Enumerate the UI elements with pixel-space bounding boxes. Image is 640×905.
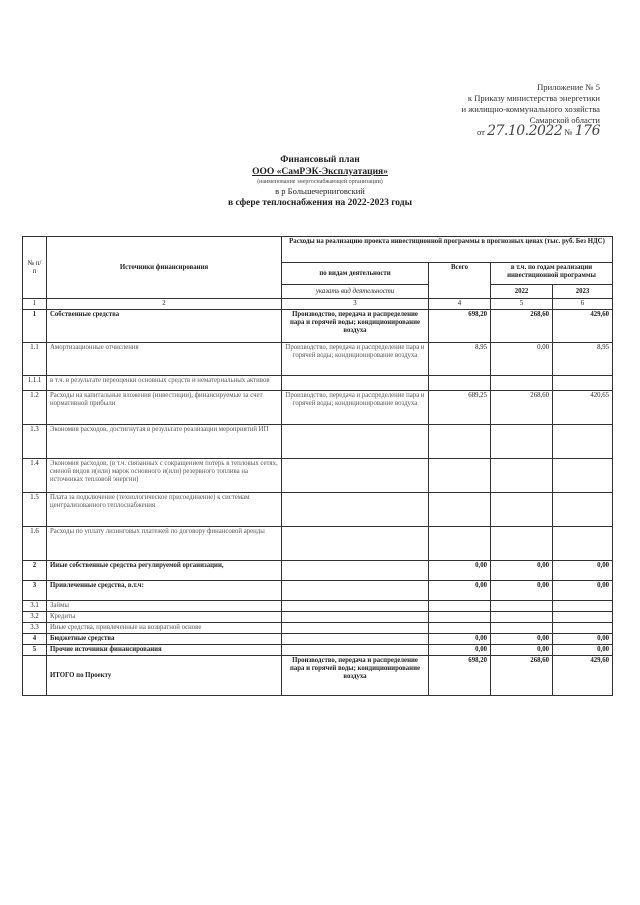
row-source-name: Иные собственные средства регулируемой организации, bbox=[47, 561, 282, 581]
column-number: 6 bbox=[553, 299, 613, 310]
header-year-2022: 2022 bbox=[491, 285, 553, 299]
row-year-2023: 0,00 bbox=[553, 645, 613, 656]
appendix-line-1: Приложение № 5 bbox=[537, 82, 600, 92]
header-activity-hint: указать вид деятельности bbox=[282, 285, 429, 299]
table-row bbox=[23, 391, 613, 425]
table-row bbox=[23, 376, 613, 391]
location-line: в р Большечерниговский bbox=[275, 186, 365, 196]
column-number-row bbox=[23, 299, 613, 310]
row-total: 0,00 bbox=[429, 634, 491, 645]
table-row bbox=[23, 656, 613, 696]
table-row bbox=[23, 493, 613, 527]
table-row bbox=[23, 459, 613, 493]
row-year-2022 bbox=[491, 376, 553, 391]
header-activity: по видам деятельности bbox=[282, 263, 429, 285]
row-year-2022 bbox=[491, 601, 553, 612]
row-source-name: Расходы по уплату лизинговых платежей по договору финансовой аренды bbox=[47, 527, 282, 561]
row-total bbox=[429, 459, 491, 493]
row-year-2022 bbox=[491, 425, 553, 459]
table-body bbox=[23, 310, 613, 696]
row-activity bbox=[282, 376, 429, 391]
table-row bbox=[23, 601, 613, 612]
row-source-name: ИТОГО по Проекту bbox=[47, 656, 282, 696]
row-number: 4 bbox=[23, 634, 47, 645]
column-number: 2 bbox=[47, 299, 282, 310]
row-total bbox=[429, 425, 491, 459]
row-number: 1.1.1 bbox=[23, 376, 47, 391]
number-signature: 176 bbox=[574, 123, 600, 139]
appendix-from-label: от bbox=[476, 127, 485, 137]
appendix-line-2: к Приказу министерства энергетики bbox=[467, 93, 600, 103]
row-activity bbox=[282, 527, 429, 561]
row-activity bbox=[282, 581, 429, 601]
row-year-2022 bbox=[491, 612, 553, 623]
row-year-2023: 429,60 bbox=[553, 310, 613, 343]
row-year-2022 bbox=[491, 527, 553, 561]
row-number: 3.3 bbox=[23, 623, 47, 634]
row-activity bbox=[282, 493, 429, 527]
document-header bbox=[0, 154, 640, 210]
row-source-name: Амортизационные отчисления bbox=[47, 343, 282, 376]
header-total: Всего bbox=[429, 263, 491, 299]
row-source-name: Иные средства, привлеченные на возвратной основе bbox=[47, 623, 282, 634]
row-year-2022: 0,00 bbox=[491, 634, 553, 645]
row-year-2023: 0,00 bbox=[553, 561, 613, 581]
row-year-2022 bbox=[491, 493, 553, 527]
row-year-2023 bbox=[553, 612, 613, 623]
column-number: 1 bbox=[23, 299, 47, 310]
table-row bbox=[23, 561, 613, 581]
row-year-2022: 0,00 bbox=[491, 561, 553, 581]
row-year-2022: 268,60 bbox=[491, 391, 553, 425]
row-year-2022: 268,60 bbox=[491, 656, 553, 696]
row-source-name: Экономия расходов, достигнутая в результате реализации мероприятий ИП bbox=[47, 425, 282, 459]
row-year-2023: 0,00 bbox=[553, 581, 613, 601]
row-activity bbox=[282, 561, 429, 581]
table-row bbox=[23, 623, 613, 634]
header-expenses: Расходы на реализацию проекта инвестиционной программы в прогнозных ценах (тыс. руб. Без НДС) bbox=[282, 237, 613, 263]
header-by-year: в т.ч. по годам реализации инвестиционной программы bbox=[491, 263, 613, 285]
row-total: 0,00 bbox=[429, 645, 491, 656]
row-year-2023: 429,60 bbox=[553, 656, 613, 696]
row-activity bbox=[282, 645, 429, 656]
row-total bbox=[429, 493, 491, 527]
row-number: 1.5 bbox=[23, 493, 47, 527]
table-row bbox=[23, 343, 613, 376]
row-total bbox=[429, 601, 491, 612]
document-title: Финансовый план bbox=[280, 155, 360, 165]
row-number: 1.2 bbox=[23, 391, 47, 425]
row-number: 1.4 bbox=[23, 459, 47, 493]
row-year-2023 bbox=[553, 459, 613, 493]
row-year-2023: 420,65 bbox=[553, 391, 613, 425]
row-source-name: Расходы на капитальные вложения (инвестиции), финансируемые за счет нормативной прибыли bbox=[47, 391, 282, 425]
row-year-2022 bbox=[491, 459, 553, 493]
row-source-name: Кредиты bbox=[47, 612, 282, 623]
row-year-2022 bbox=[491, 623, 553, 634]
date-signature: 27.10.2022 bbox=[487, 123, 563, 139]
header-num: № п/п bbox=[23, 237, 47, 299]
row-activity: Производство, передача и распределение пара и горячей воды; кондиционирование воздуха bbox=[282, 391, 429, 425]
organization-name: ООО «СамРЭК-Эксплуатация» bbox=[252, 167, 388, 177]
table-row bbox=[23, 527, 613, 561]
row-year-2022: 0,00 bbox=[491, 645, 553, 656]
table-row bbox=[23, 425, 613, 459]
row-total: 8,95 bbox=[429, 343, 491, 376]
appendix-line-3: и жилищно-коммунального хозяйства bbox=[461, 104, 600, 114]
row-total: 0,00 bbox=[429, 581, 491, 601]
row-total: 689,25 bbox=[429, 391, 491, 425]
row-year-2023: 0,00 bbox=[553, 634, 613, 645]
row-number bbox=[23, 656, 47, 696]
row-number: 5 bbox=[23, 645, 47, 656]
row-number: 1 bbox=[23, 310, 47, 343]
row-total: 698,20 bbox=[429, 656, 491, 696]
row-number: 2 bbox=[23, 561, 47, 581]
column-number: 5 bbox=[491, 299, 553, 310]
row-activity bbox=[282, 425, 429, 459]
row-total bbox=[429, 612, 491, 623]
row-source-name: Привлеченные средства, в.т.ч: bbox=[47, 581, 282, 601]
row-source-name: Займы bbox=[47, 601, 282, 612]
row-number: 1.1 bbox=[23, 343, 47, 376]
table-row bbox=[23, 645, 613, 656]
number-label: № bbox=[564, 127, 573, 137]
row-year-2022: 0,00 bbox=[491, 343, 553, 376]
row-total: 0,00 bbox=[429, 561, 491, 581]
appendix-line-5 bbox=[462, 123, 600, 139]
row-number: 1.3 bbox=[23, 425, 47, 459]
document-subtitle: в сфере теплоснабжения на 2022-2023 годы bbox=[227, 198, 412, 208]
row-activity: Производство, передача и распределение пара и горячей воды; кондиционирование воздуха bbox=[282, 656, 429, 696]
row-activity: Производство, передача и распределение пара и горячей воды; кондиционирование воздуха bbox=[282, 343, 429, 376]
row-activity bbox=[282, 459, 429, 493]
row-year-2023: 8,95 bbox=[553, 343, 613, 376]
row-activity bbox=[282, 612, 429, 623]
row-year-2023 bbox=[553, 493, 613, 527]
row-total bbox=[429, 623, 491, 634]
row-year-2022: 268,60 bbox=[491, 310, 553, 343]
row-activity bbox=[282, 634, 429, 645]
appendix-block bbox=[462, 82, 600, 138]
header-source: Источники финансирования bbox=[47, 237, 282, 299]
appendix-line-4: Самарской области bbox=[529, 115, 600, 125]
organization-note: (наименование энергоснабжающей организации) bbox=[257, 179, 383, 185]
row-year-2023 bbox=[553, 601, 613, 612]
row-year-2023 bbox=[553, 623, 613, 634]
financial-plan-table bbox=[22, 236, 613, 696]
row-source-name: в т.ч. в результате переоценки основных средств и нематериальных активов bbox=[47, 376, 282, 391]
row-activity: Производство, передача и распределение пара и горячей воды; кондиционирование воздуха bbox=[282, 310, 429, 343]
row-source-name: Плата за подключение (технологическое присоединение) к системам централизованного теплоснабжения bbox=[47, 493, 282, 527]
row-number: 1.6 bbox=[23, 527, 47, 561]
row-number: 3 bbox=[23, 581, 47, 601]
row-source-name: Бюджетные средства bbox=[47, 634, 282, 645]
table-row bbox=[23, 612, 613, 623]
table-row bbox=[23, 581, 613, 601]
row-source-name: Экономия расходов, (в т.ч. связанных с сокращением потерь в тепловых сетях, сменой видов и(или) марок основного и(или) резервного топлива на источниках тепловой энергии) bbox=[47, 459, 282, 493]
row-year-2022: 0,00 bbox=[491, 581, 553, 601]
column-number: 4 bbox=[429, 299, 491, 310]
row-number: 3.1 bbox=[23, 601, 47, 612]
row-source-name: Собственные средства bbox=[47, 310, 282, 343]
row-activity bbox=[282, 601, 429, 612]
row-total bbox=[429, 527, 491, 561]
row-year-2023 bbox=[553, 376, 613, 391]
table-row bbox=[23, 310, 613, 343]
row-year-2023 bbox=[553, 425, 613, 459]
row-total: 698,20 bbox=[429, 310, 491, 343]
row-source-name: Прочие источники финансирования bbox=[47, 645, 282, 656]
row-year-2023 bbox=[553, 527, 613, 561]
row-number: 3.2 bbox=[23, 612, 47, 623]
header-year-2023: 2023 bbox=[553, 285, 613, 299]
column-number: 3 bbox=[282, 299, 429, 310]
table-row bbox=[23, 634, 613, 645]
row-total bbox=[429, 376, 491, 391]
row-activity bbox=[282, 623, 429, 634]
